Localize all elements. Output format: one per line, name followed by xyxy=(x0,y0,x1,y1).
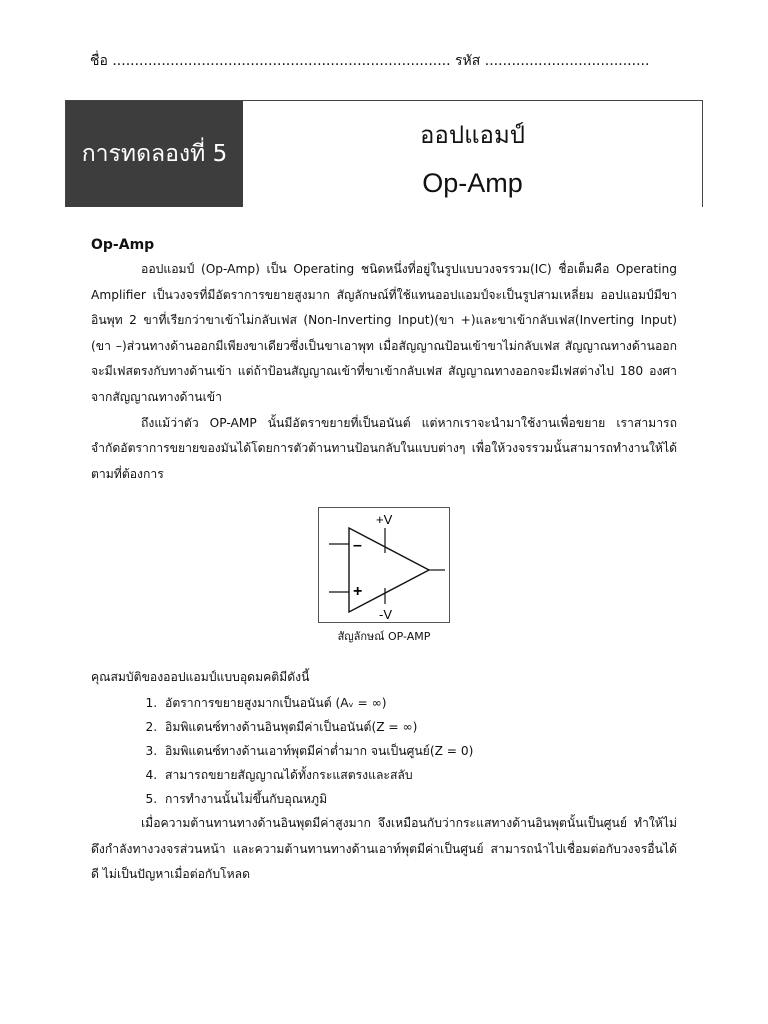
label-negative-supply: -V xyxy=(379,607,392,623)
name-student-id-line: ชื่อ ............................................................................ รหัส ..................................... xyxy=(90,53,650,69)
label-inverting: – xyxy=(353,537,362,555)
op-amp-symbol-frame xyxy=(318,507,450,623)
document-body xyxy=(91,235,677,888)
label-positive-supply: +V xyxy=(376,512,393,528)
title-english: Op-Amp xyxy=(422,168,523,198)
experiment-title xyxy=(243,101,702,207)
experiment-header xyxy=(65,100,703,207)
op-amp-figure xyxy=(284,507,484,645)
paragraph-impedance: เมื่อความต้านทานทางด้านอินพุตมีค่าสูงมาก จึงเหมือนกับว่ากระแสทางด้านอินพุตนั้นเป็นศูนย์ ทำให้ไม่ดึงกำลังทางวงจรส่วนหน้า และความต้านทานทางด้านเอาท์พุตมีค่าเป็นศูนย์ สามารถนำไปเชื่อมต่อกับวงจรอื่นได้ดี ไม่เป็นปัญหาเมื่อต่อกับโหลด xyxy=(91,815,677,882)
paragraph-intro: ออปแอมป์ (Op-Amp) เป็น Operating ชนิดหนึ่งที่อยู่ในรูปแบบวงจรรวม(IC) ชื่อเต็มคือ Operating Amplifier เป็นวงจรที่มีอัตราการขยายสูงมาก สัญลักษณ์ที่ใช้แทนออปแอมป์จะเป็นรูปสามเหลี่ยม ออปแอมป์มีขาอินพุท 2 ขาที่เรียกว่าขาเข้าไม่กลับเฟส (Non-Inverting Input)(ขา +)และขาเข้ากลับเฟส(Inverting Input)(ขา –)ส่วนทางด้านออกมีเพียงขาเดียวซึ่งเป็นขาเอาพุท เมื่อสัญญาณป้อนเข้าขาไม่กลับเฟส สัญญาณทางด้านออกจะมีเฟสตรงกับทางด้านเข้า แต่ถ้าป้อนสัญญาณเข้าที่ขาเข้ากลับเฟส สัญญาณทางออกจะมีเฟสต่างไป 180 องศาจากสัญญาณทางด้านเข้า xyxy=(91,262,677,404)
label-non-inverting: + xyxy=(353,583,363,601)
list-item: 3. อิมพิแดนซ์ทางด้านเอาท์พุตมีค่าต่ำมาก จนเป็นศูนย์(Z = 0) xyxy=(161,739,677,763)
properties-intro: คุณสมบัติของออปแอมป์แบบอุดมคติมีดังนี้ xyxy=(91,670,310,685)
paragraph-gain: ถึงแม้ว่าตัว OP-AMP นั้นมีอัตราขยายที่เป็นอนันต์ แต่หากเราจะนำมาใช้งานเพื่อขยาย เราสามารถจำกัดอัตราการขยายของมันได้โดยการตัวต้านทานป้อนกลับในแบบต่างๆ เพื่อให้วงจรรวมนั้นสามารถทำงานให้ได้ตามที่ต้องการ xyxy=(91,415,677,481)
section-heading: Op-Amp xyxy=(91,237,155,253)
list-item: 4. สามารถขยายสัญญาณได้ทั้งกระแสตรงและสลับ xyxy=(161,763,677,787)
properties-list xyxy=(91,691,677,811)
op-amp-symbol-icon xyxy=(319,508,449,622)
list-item: 5. การทำงานนั้นไม่ขึ้นกับอุณหภูมิ xyxy=(161,787,677,811)
list-item: 1. อัตราการขยายสูงมากเป็นอนันต์ (Aᵥ = ∞) xyxy=(161,691,677,715)
list-item: 2. อิมพิแดนซ์ทางด้านอินพุตมีค่าเป็นอนันต์(Z = ∞) xyxy=(161,715,677,739)
experiment-number-label: การทดลองที่ 5 xyxy=(66,101,243,207)
title-thai: ออปแอมป์ xyxy=(420,121,525,149)
figure-caption: สัญลักษณ์ OP-AMP xyxy=(337,630,431,644)
